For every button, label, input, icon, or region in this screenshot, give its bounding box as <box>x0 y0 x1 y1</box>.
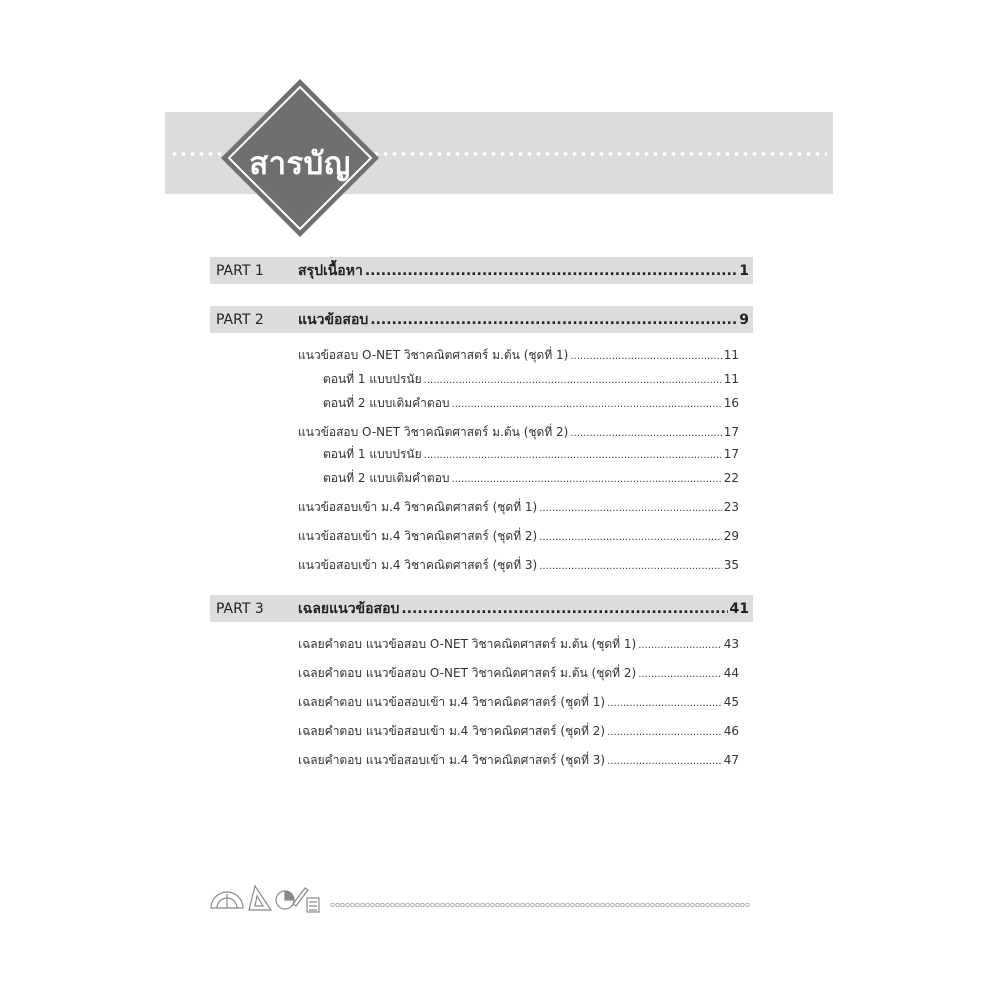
toc-entry[interactable] <box>298 498 739 516</box>
part-label: PART 1 <box>216 262 264 279</box>
entry-page-number: 43 <box>723 637 739 651</box>
dot-leader <box>607 727 722 738</box>
part-page-number: 9 <box>739 311 749 328</box>
dot-leader <box>607 698 722 709</box>
page-title: สารบัญ <box>249 146 351 182</box>
toc-entry[interactable] <box>298 693 739 711</box>
toc-entry[interactable] <box>298 423 739 441</box>
entry-title: แนวข้อสอบ O-NET วิชาคณิตศาสตร์ ม.ต้น (ชุดที่ 2) <box>298 425 569 439</box>
dot-leader <box>424 375 722 386</box>
dot-leader <box>452 399 722 410</box>
dot-leader <box>570 351 721 362</box>
entry-page-number: 11 <box>723 372 739 386</box>
entry-page-number: 47 <box>723 753 739 767</box>
part-label: PART 3 <box>216 600 264 617</box>
dot-leader <box>539 561 721 572</box>
footer-divider <box>330 902 750 908</box>
entry-title: แนวข้อสอบเข้า ม.4 วิชาคณิตศาสตร์ (ชุดที่ 2) <box>298 529 538 543</box>
toc-subentry[interactable] <box>323 370 739 388</box>
dot-leader <box>370 312 737 328</box>
entry-page-number: 16 <box>723 396 739 410</box>
entry-page-number: 22 <box>723 471 739 485</box>
part-title: เฉลยแนวข้อสอบ <box>298 600 400 617</box>
entry-page-number: 11 <box>723 348 739 362</box>
toc-entry[interactable] <box>298 527 739 545</box>
entry-page-number: 45 <box>723 695 739 709</box>
entry-page-number: 17 <box>723 425 739 439</box>
toc-subentry[interactable] <box>323 394 739 412</box>
dot-leader <box>539 503 721 514</box>
entry-title: แนวข้อสอบเข้า ม.4 วิชาคณิตศาสตร์ (ชุดที่ 3) <box>298 558 538 572</box>
entry-page-number: 17 <box>723 447 739 461</box>
toc-entry[interactable] <box>298 556 739 574</box>
entry-page-number: 23 <box>723 500 739 514</box>
toc-entry[interactable] <box>298 635 739 653</box>
dot-leader <box>424 450 722 461</box>
protractor-icon <box>211 892 243 908</box>
dot-leader <box>638 640 721 651</box>
dot-leader <box>539 532 721 543</box>
toc-subentry[interactable] <box>323 469 739 487</box>
dot-leader <box>401 601 727 617</box>
entry-title: เฉลยคำตอบ แนวข้อสอบเข้า ม.4 วิชาคณิตศาสตร์ (ชุดที่ 3) <box>298 753 606 767</box>
entry-page-number: 35 <box>723 558 739 572</box>
entry-title: เฉลยคำตอบ แนวข้อสอบ O-NET วิชาคณิตศาสตร์ ม.ต้น (ชุดที่ 1) <box>298 637 637 651</box>
pie-chart-icon <box>276 891 294 909</box>
dot-leader <box>638 669 721 680</box>
entry-title: ตอนที่ 1 แบบปรนัย <box>323 447 422 461</box>
part-page-number: 1 <box>739 262 749 279</box>
toc-subentry[interactable] <box>323 445 739 463</box>
entry-title: ตอนที่ 2 แบบเติมคำตอบ <box>323 471 450 485</box>
dot-leader <box>365 263 737 279</box>
entry-page-number: 29 <box>723 529 739 543</box>
dot-leader <box>570 428 721 439</box>
part-label: PART 2 <box>216 311 264 328</box>
part-page-number: 41 <box>729 600 749 617</box>
header-dots-right <box>372 150 827 158</box>
part-title: สรุปเนื้อหา <box>298 262 363 279</box>
dot-leader <box>607 756 722 767</box>
entry-title: เฉลยคำตอบ แนวข้อสอบเข้า ม.4 วิชาคณิตศาสตร์ (ชุดที่ 2) <box>298 724 606 738</box>
part-1-bar[interactable] <box>210 257 753 284</box>
entry-title: ตอนที่ 1 แบบปรนัย <box>323 372 422 386</box>
entry-page-number: 46 <box>723 724 739 738</box>
pencil-icon <box>293 888 308 906</box>
toc-entry[interactable] <box>298 751 739 769</box>
entry-title: ตอนที่ 2 แบบเติมคำตอบ <box>323 396 450 410</box>
dot-leader <box>452 474 722 485</box>
entry-page-number: 44 <box>723 666 739 680</box>
footer-math-icons <box>205 880 323 914</box>
entry-title: แนวข้อสอบ O-NET วิชาคณิตศาสตร์ ม.ต้น (ชุดที่ 1) <box>298 348 569 362</box>
triangle-ruler-icon <box>249 886 271 910</box>
toc-entry[interactable] <box>298 664 739 682</box>
entry-title: เฉลยคำตอบ แนวข้อสอบเข้า ม.4 วิชาคณิตศาสตร์ (ชุดที่ 1) <box>298 695 606 709</box>
toc-entry[interactable] <box>298 346 739 364</box>
entry-title: แนวข้อสอบเข้า ม.4 วิชาคณิตศาสตร์ (ชุดที่ 1) <box>298 500 538 514</box>
calculator-icon <box>307 898 319 912</box>
part-2-bar[interactable] <box>210 306 753 333</box>
toc-entry[interactable] <box>298 722 739 740</box>
part-title: แนวข้อสอบ <box>298 311 369 328</box>
part-3-bar[interactable] <box>210 595 753 622</box>
entry-title: เฉลยคำตอบ แนวข้อสอบ O-NET วิชาคณิตศาสตร์ ม.ต้น (ชุดที่ 2) <box>298 666 637 680</box>
